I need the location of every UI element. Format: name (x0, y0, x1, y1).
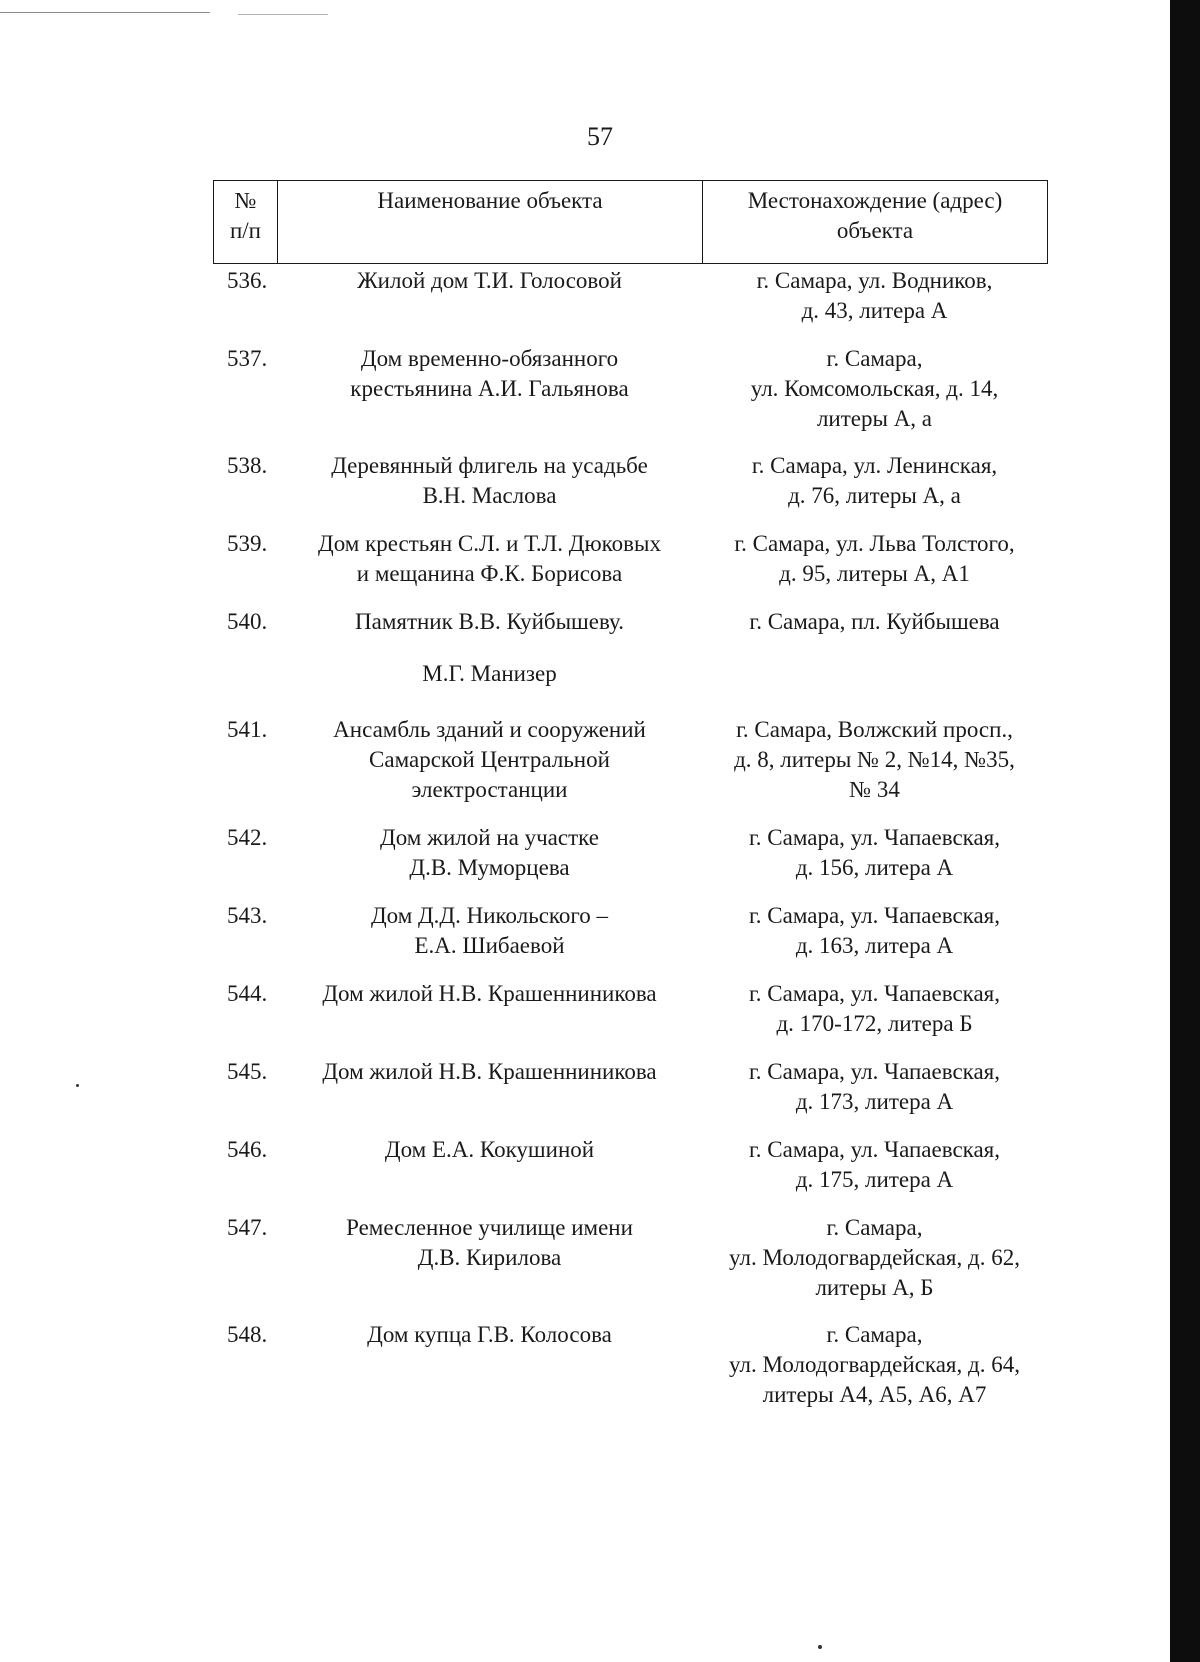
table-row (213, 266, 1047, 344)
object-address-line: д. 163, литера А (795, 933, 954, 958)
object-name (277, 529, 702, 607)
scan-edge-shadow (1170, 0, 1200, 1662)
table-row (213, 1320, 1047, 1410)
row-number: 546. (227, 1137, 268, 1162)
header-cell-name (278, 181, 703, 264)
object-address-line: г. Самара, ул. Водников, (756, 268, 993, 293)
header-line: Наименование объекта (377, 188, 603, 213)
object-address-line: д. 8, литеры № 2, №14, №35, (734, 747, 1015, 772)
object-name (277, 715, 702, 823)
object-name (277, 823, 702, 901)
object-address-line: г. Самара, (826, 346, 923, 371)
row-number: 543. (227, 903, 268, 928)
object-address-line: № 34 (849, 777, 900, 802)
object-address (702, 266, 1047, 344)
table-row (213, 1213, 1047, 1320)
row-number: 548. (227, 1322, 268, 1347)
objects-table (213, 266, 1047, 1410)
row-number: 536. (227, 268, 268, 293)
object-address-line: г. Самара, ул. Чапаевская, (748, 981, 1001, 1006)
object-address-line: г. Самара, пл. Куйбышева (749, 609, 1000, 634)
object-name (277, 979, 702, 1057)
object-name (277, 1320, 702, 1410)
scan-speck (76, 1084, 79, 1087)
object-name (277, 1135, 702, 1213)
object-address (702, 715, 1047, 823)
object-address-line: д. 95, литеры А, А1 (779, 561, 970, 586)
object-name-line: Е.А. Шибаевой (414, 933, 565, 958)
scan-mark (0, 12, 210, 13)
object-name-line: Дом купца Г.В. Колосова (367, 1322, 612, 1347)
object-address (702, 1135, 1047, 1213)
object-name (277, 1057, 702, 1135)
object-address-line: д. 43, литера А (801, 298, 948, 323)
scan-mark (238, 14, 328, 15)
row-number: 541. (227, 717, 268, 742)
object-name-line: Дом жилой Н.В. Крашенниникова (322, 1059, 657, 1084)
row-number: 538. (227, 453, 268, 478)
row-number: 547. (227, 1215, 268, 1240)
object-address-line: д. 76, литеры А, а (788, 483, 961, 508)
object-address-line: ул. Комсомольская, д. 14, (750, 376, 999, 401)
header-line: № (234, 188, 257, 213)
table-row (213, 344, 1047, 451)
object-name-line: Памятник В.В. Куйбышеву. (355, 609, 624, 634)
object-address-line: г. Самара, Волжский просп., (736, 717, 1013, 742)
object-name-line: М.Г. Манизер (422, 661, 557, 686)
object-name-line: Дом жилой на участке (380, 825, 599, 850)
objects-table-body (213, 266, 1047, 1410)
object-address (702, 1320, 1047, 1410)
row-number: 540. (227, 609, 268, 634)
table-row (213, 979, 1047, 1057)
object-address (702, 1213, 1047, 1320)
object-address (702, 529, 1047, 607)
header-cell-address (703, 181, 1048, 264)
object-address (702, 451, 1047, 529)
object-address-line: д. 175, литера А (795, 1167, 954, 1192)
object-name-line: В.Н. Маслова (422, 483, 557, 508)
object-name-line: Ремесленное училище имени (346, 1215, 633, 1240)
table-row (213, 1057, 1047, 1135)
header-line: Местонахождение (адрес) (747, 188, 1003, 213)
header-line: п/п (229, 218, 261, 243)
object-address-line: г. Самара, ул. Чапаевская, (748, 1137, 1001, 1162)
header-cell-number (214, 181, 278, 264)
object-address-line: ул. Молодогвардейская, д. 62, (729, 1245, 1020, 1270)
object-address-line: литеры А, а (816, 406, 933, 431)
object-address-line: д. 156, литера А (795, 855, 954, 880)
scan-speck (818, 1645, 822, 1649)
object-name-line: Дом Е.А. Кокушиной (384, 1137, 595, 1162)
table-row (213, 715, 1047, 823)
object-name-line: Дом жилой Н.В. Крашенниникова (322, 981, 657, 1006)
object-name-line: Д.В. Кирилова (417, 1245, 562, 1270)
row-number: 544. (227, 981, 268, 1006)
object-name-line: электростанции (411, 777, 568, 802)
object-name (277, 1213, 702, 1320)
object-address-line: г. Самара, (826, 1322, 923, 1347)
object-name-line: крестьянина А.И. Гальянова (350, 376, 629, 401)
page-number: 57 (587, 122, 613, 151)
table-row (213, 1135, 1047, 1213)
object-address-line: литеры А, Б (815, 1275, 934, 1300)
table-row (213, 451, 1047, 529)
object-name (277, 266, 702, 344)
object-address (702, 823, 1047, 901)
object-name-line: Дом крестьян С.Л. и Т.Л. Дюковых (318, 531, 661, 556)
object-address-line: г. Самара, ул. Чапаевская, (748, 1059, 1001, 1084)
object-name (277, 344, 702, 451)
header-line: объекта (836, 218, 914, 243)
row-number: 545. (227, 1059, 268, 1084)
object-name-line: Деревянный флигель на усадьбе (331, 453, 648, 478)
object-name (277, 451, 702, 529)
row-number: 542. (227, 825, 268, 850)
object-address-line: г. Самара, ул. Льва Толстого, (734, 531, 1015, 556)
object-name (277, 607, 702, 715)
object-address-line: г. Самара, ул. Ленинская, (751, 453, 998, 478)
row-number: 539. (227, 531, 268, 556)
object-address (702, 607, 1047, 715)
object-address-line: литеры А4, А5, А6, А7 (762, 1382, 987, 1407)
object-name-line: Д.В. Муморцева (409, 855, 570, 880)
object-address-line: г. Самара, (826, 1215, 923, 1240)
table-header (213, 180, 1048, 264)
object-name-line: Жилой дом Т.И. Голосовой (357, 268, 622, 293)
row-number: 537. (227, 346, 268, 371)
object-address (702, 901, 1047, 979)
table-row (213, 823, 1047, 901)
object-address-line: г. Самара, ул. Чапаевская, (748, 903, 1001, 928)
object-address-line: д. 170-172, литера Б (776, 1011, 973, 1036)
table-row (213, 529, 1047, 607)
object-address (702, 979, 1047, 1057)
table-row (213, 901, 1047, 979)
object-address (702, 1057, 1047, 1135)
table-row (213, 607, 1047, 715)
object-address-line: г. Самара, ул. Чапаевская, (748, 825, 1001, 850)
object-name-line: Самарской Центральной (369, 747, 610, 772)
object-address-line: д. 173, литера А (795, 1089, 954, 1114)
object-name-line: Дом Д.Д. Никольского – (370, 903, 609, 928)
object-name-line: и мещанина Ф.К. Борисова (356, 561, 623, 586)
object-name (277, 901, 702, 979)
object-name-line: Ансамбль зданий и сооружений (333, 717, 646, 742)
object-name-line: Дом временно-обязанного (360, 346, 619, 371)
object-address-line: ул. Молодогвардейская, д. 64, (729, 1352, 1020, 1377)
object-address (702, 344, 1047, 451)
